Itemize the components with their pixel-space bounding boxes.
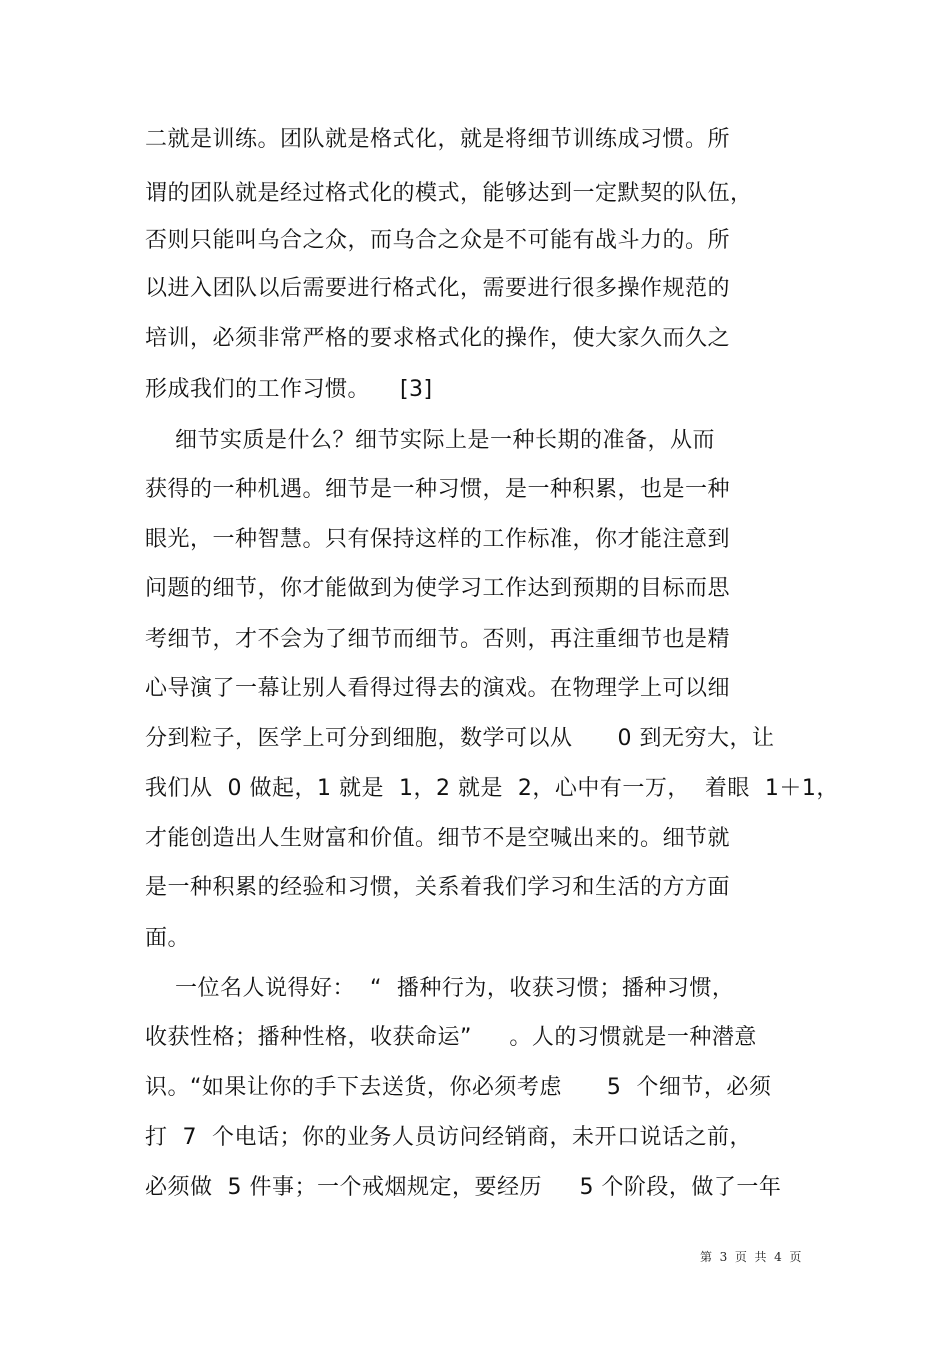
- text-line: 培训，必须非常严格的要求格式化的操作，使大家久而久之: [145, 326, 731, 351]
- text-line: 形成我们的工作习惯。 [3]: [145, 377, 433, 402]
- text-line: 心导演了一幕让别人看得过得去的演戏。在物理学上可以细: [145, 676, 731, 701]
- text-line: 必须做 5 件事；一个戒烟规定，要经历 5 个阶段，做了一年: [145, 1175, 782, 1200]
- text-line: 识。“如果让你的手下去送货，你必须考虑 5 个细节，必须: [145, 1075, 772, 1100]
- text-line: 是一种积累的经验和习惯，关系着我们学习和生活的方方面: [145, 875, 731, 900]
- text-line: 考细节，才不会为了细节而细节。否则，再注重细节也是精: [145, 627, 731, 652]
- text-line: 否则只能叫乌合之众，而乌合之众是不可能有战斗力的。所: [145, 228, 731, 253]
- text-line: 二就是训练。团队就是格式化，就是将细节训练成习惯。所: [145, 127, 731, 152]
- text-line: 获得的一种机遇。细节是一种习惯，是一种积累，也是一种: [145, 477, 731, 502]
- page-footer: 第 3 页 共 4 页: [700, 1250, 802, 1264]
- text-line: 问题的细节，你才能做到为使学习工作达到预期的目标而思: [145, 576, 731, 601]
- text-line: 面。: [145, 926, 191, 951]
- text-line: 以进入团队以后需要进行格式化，需要进行很多操作规范的: [145, 276, 731, 301]
- text-line: 收获性格；播种性格，收获命运” 。人的习惯就是一种潜意: [145, 1025, 757, 1050]
- text-line: 谓的团队就是经过格式化的模式，能够达到一定默契的队伍，: [145, 181, 753, 206]
- text-line: 眼光，一种智慧。只有保持这样的工作标准，你才能注意到: [145, 527, 731, 552]
- text-line: 我们从 0 做起，1 就是 1，2 就是 2，心中有一万， 着眼 1＋1，: [145, 776, 839, 801]
- text-line: 细节实质是什么？细节实际上是一种长期的准备，从而: [145, 428, 715, 453]
- text-line: 才能创造出人生财富和价值。细节不是空喊出来的。细节就: [145, 826, 731, 851]
- text-line: 分到粒子，医学上可分到细胞，数学可以从 0 到无穷大，让: [145, 726, 775, 751]
- text-line: 一位名人说得好： “ 播种行为，收获习惯；播种习惯，: [145, 976, 735, 1001]
- text-line: 打 7 个电话；你的业务人员访问经销商，未开口说话之前，: [145, 1125, 752, 1150]
